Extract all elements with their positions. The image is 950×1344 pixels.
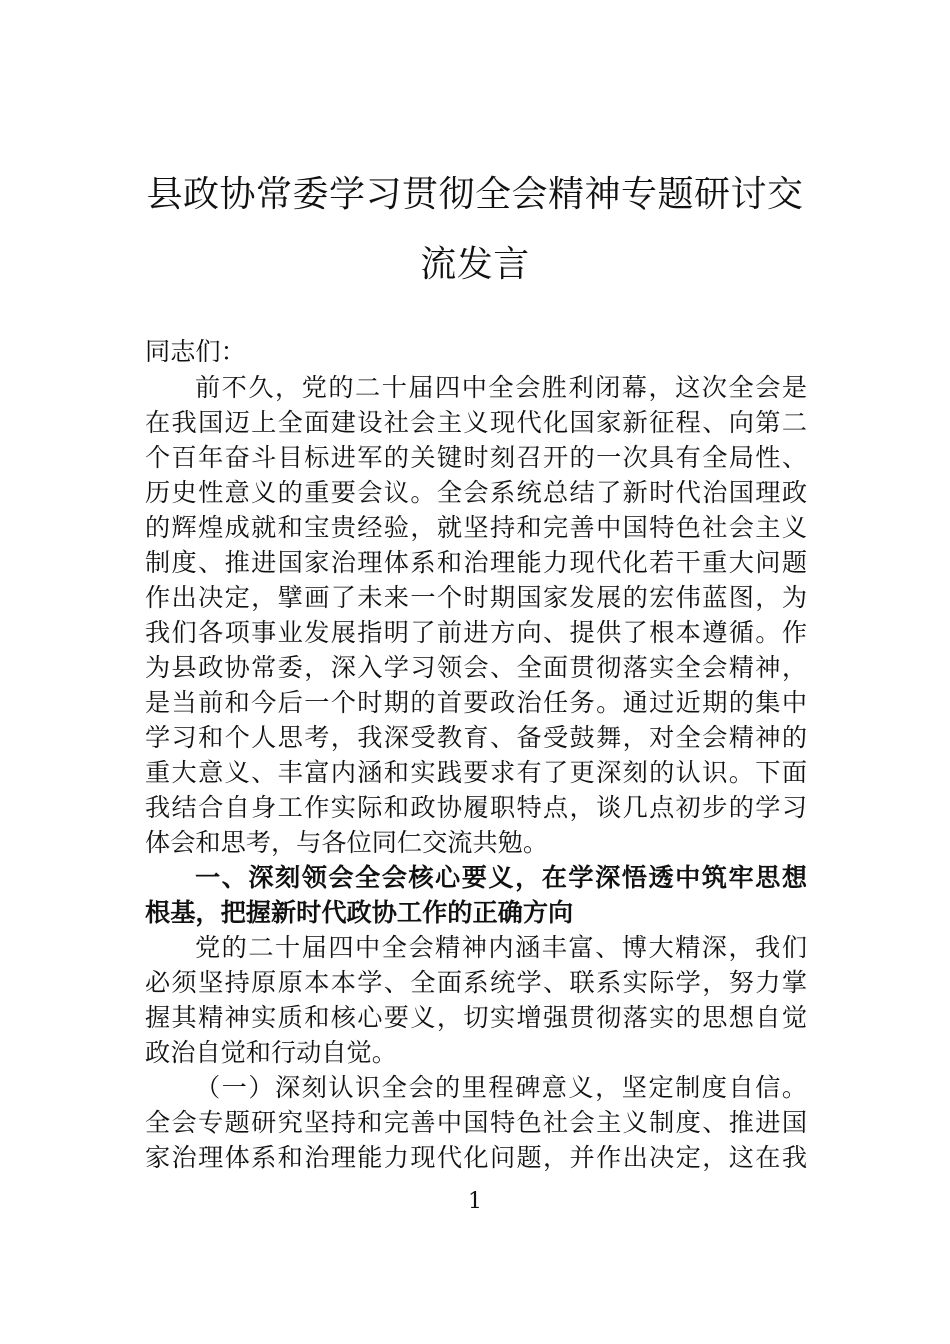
section-heading-line: 一、深刻领会全会核心要义，在学深悟透中筑牢思想 (195, 863, 807, 892)
body-line: 全会专题研究坚持和完善中国特色社会主义制度、推进国 (145, 1108, 807, 1137)
section-heading-line: 根基，把握新时代政协工作的正确方向 (145, 898, 574, 927)
body-line: 体会和思考，与各位同仁交流共勉。 (145, 828, 548, 857)
body-line: 政治自觉和行动自觉。 (145, 1038, 397, 1067)
subsection-line: （一）深刻认识全会的里程碑意义，坚定制度自信。 (195, 1073, 807, 1102)
body-line: 重大意义、丰富内涵和实践要求有了更深刻的认识。下面 (145, 758, 807, 787)
body-line: 个百年奋斗目标进军的关键时刻召开的一次具有全局性、 (145, 443, 807, 472)
body-line: 制度、推进国家治理体系和治理能力现代化若干重大问题 (145, 548, 807, 577)
body-line: 握其精神实质和核心要义，切实增强贯彻落实的思想自觉 (145, 1003, 807, 1032)
document-title-line-1: 县政协常委学习贯彻全会精神专题研讨交 (146, 174, 804, 215)
body-line: 学习和个人思考，我深受教育、备受鼓舞，对全会精神的 (145, 723, 807, 752)
body-line: 党的二十届四中全会精神内涵丰富、博大精深，我们 (195, 933, 807, 962)
body-line: 我们各项事业发展指明了前进方向、提供了根本遵循。作 (145, 618, 807, 647)
body-line: 必须坚持原原本本学、全面系统学、联系实际学，努力掌 (145, 968, 807, 997)
body-line: 前不久，党的二十届四中全会胜利闭幕，这次全会是 (195, 373, 807, 402)
body-line: 家治理体系和治理能力现代化问题，并作出决定，这在我 (145, 1143, 807, 1172)
body-line: 历史性意义的重要会议。全会系统总结了新时代治国理政 (145, 478, 807, 507)
document-title-line-2: 流发言 (420, 244, 530, 285)
body-line: 在我国迈上全面建设社会主义现代化国家新征程、向第二 (145, 408, 807, 437)
body-line: 为县政协常委，深入学习领会、全面贯彻落实全会精神， (145, 653, 807, 682)
body-line: 的辉煌成就和宝贵经验，就坚持和完善中国特色社会主义 (145, 513, 807, 542)
body-line: 作出决定，擘画了未来一个时期国家发展的宏伟蓝图，为 (145, 583, 807, 612)
body-line: 是当前和今后一个时期的首要政治任务。通过近期的集中 (145, 688, 807, 717)
page-number: 1 (468, 1189, 482, 1214)
salutation: 同志们： (145, 337, 246, 366)
body-line: 我结合自身工作实际和政协履职特点，谈几点初步的学习 (145, 793, 807, 822)
